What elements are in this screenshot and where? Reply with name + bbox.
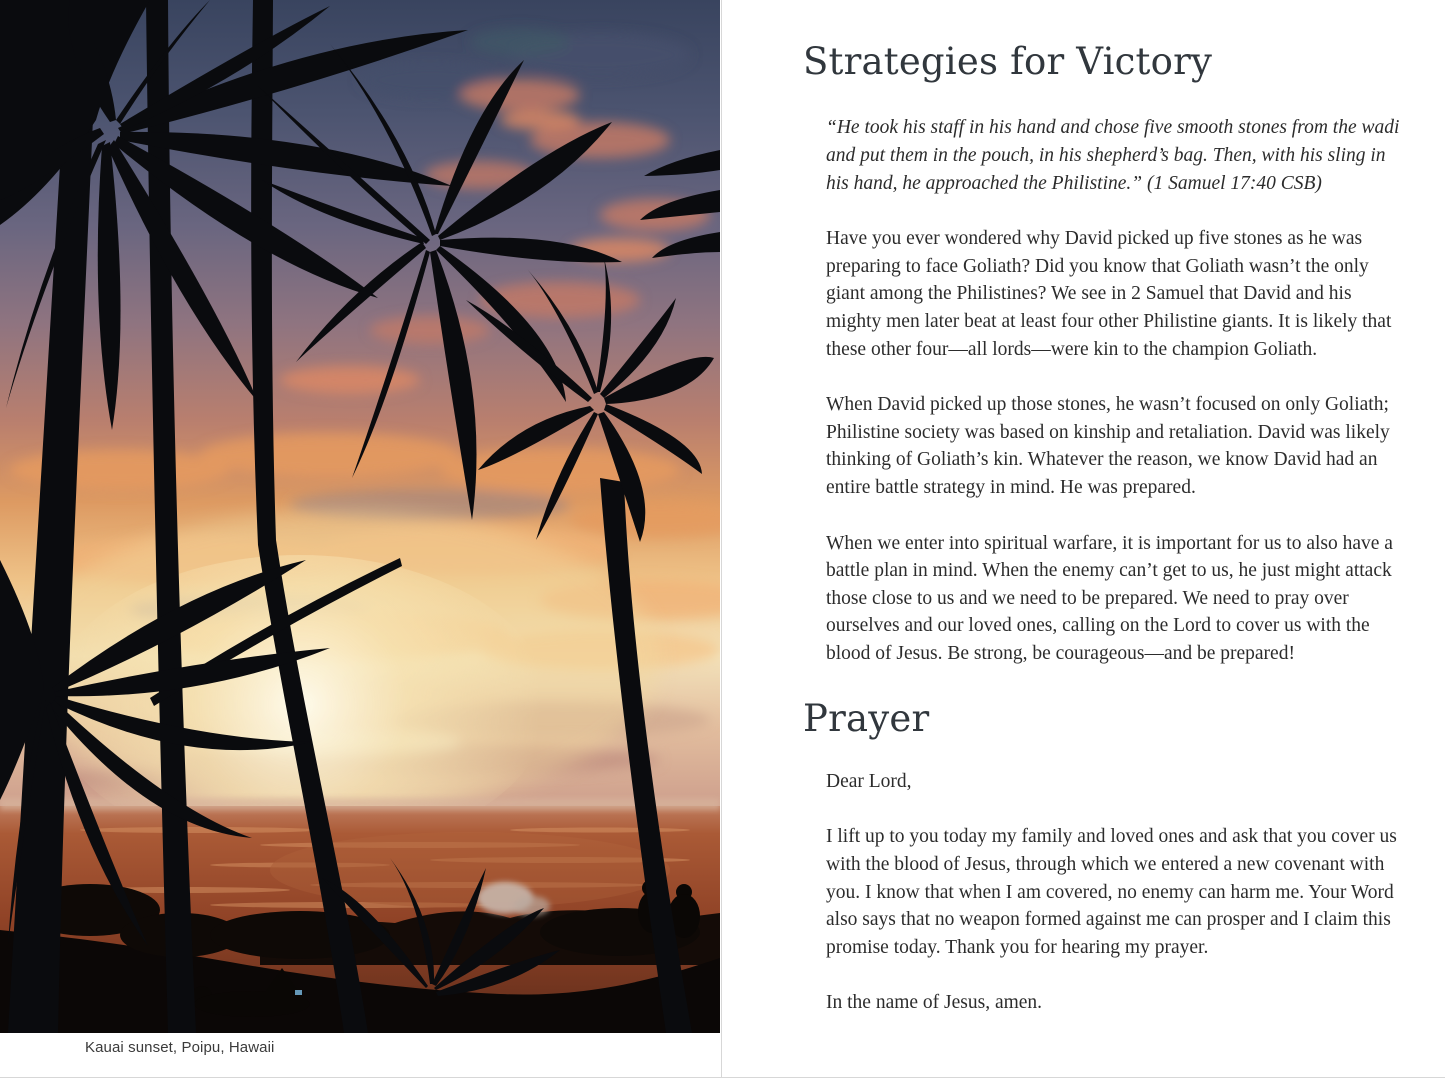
sunset-photo <box>0 0 720 1033</box>
text-page <box>722 0 1445 1077</box>
body-paragraph-3: When we enter into spiritual warfare, it is important for us to also have a battle plan in mind. When the enemy can’t get to us, he just might attack those close to us and we need to be prepared. We need to pray over ourselves and our loved ones, calling on the Lord to cover us with the blood of Jesus. Be strong, be courageous—and be prepared! <box>826 532 1393 664</box>
page-divider-bottom <box>0 1077 1445 1078</box>
prayer-body: I lift up to you today my family and loved ones and ask that you cover us with the blood of Jesus, through which we entered a new covenant with you. I know that when I am covered, no enemy can harm me. Your Word also says that no weapon formed against me can prosper and I claim this promise today. Thank you for hearing my prayer. <box>826 826 1397 958</box>
body-paragraph-2: When David picked up those stones, he wasn’t focused on only Goliath; Philistine society was based on kinship and retaliation. David was likely thinking of Goliath’s kin. Whatever the reason, we know David had an entire battle strategy in mind. He was prepared. <box>826 394 1390 498</box>
photo-caption: Kauai sunset, Poipu, Hawaii <box>85 1039 275 1056</box>
phone-glow <box>295 990 302 995</box>
photo-page <box>0 0 721 1082</box>
prayer-heading: Prayer <box>803 697 930 741</box>
prayer-salutation: Dear Lord, <box>826 770 912 792</box>
body-paragraph-1: Have you ever wondered why David picked up five stones as he was preparing to face Goliath? Did you know that Goliath wasn’t the only giant among the Philistines? We see in 2 Samuel that David and his mighty men later beat at least four other Philistine giants. It is likely that these other four—all lords—were kin to the champion Goliath. <box>826 228 1392 360</box>
prayer-closing: In the name of Jesus, amen. <box>826 992 1043 1014</box>
scripture-quote: “He took his staff in his hand and chose five smooth stones from the wadi and put them in the pouch, in his shepherd’s bag. Then, with his sling in his hand, he approached the Philistine.” (1 Samuel 17:40 CSB) <box>826 117 1400 194</box>
page-title: Strategies for Victory <box>803 40 1213 83</box>
